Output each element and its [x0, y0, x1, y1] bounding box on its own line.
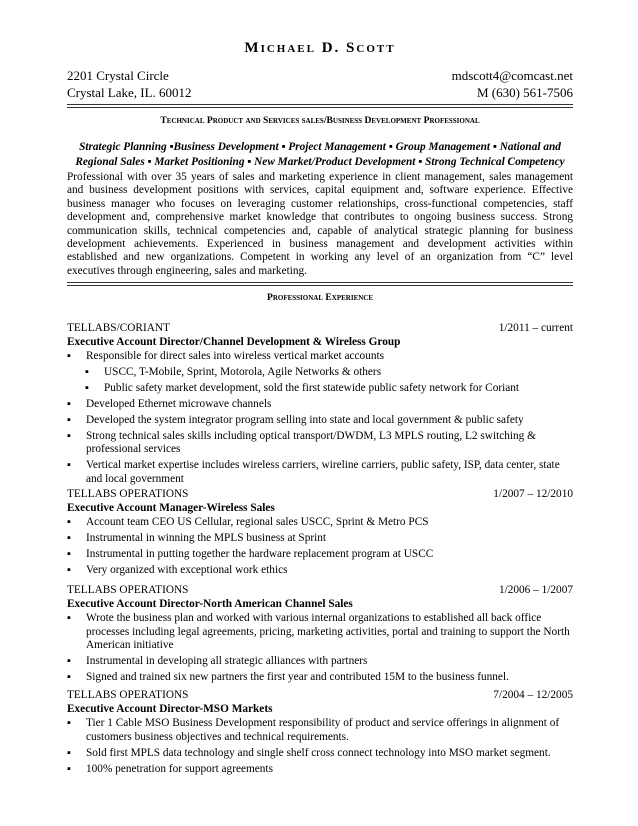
job-dates: 1/2007 – 12/2010 [493, 488, 573, 500]
job-bullet: ▪ Developed the system integrator program selling into state and local government & public safety [67, 414, 573, 427]
job-entry [67, 322, 573, 489]
job-bullet: ▪ Instrumental in developing all strategic alliances with partners [67, 655, 573, 668]
skill-item: Strategic Planning [79, 141, 167, 153]
job-sub-bullet: ▪ USCC, T-Mobile, Sprint, Motorola, Agile Networks & others [67, 366, 573, 379]
skills-list [67, 140, 573, 170]
job-bullet: ▪ Instrumental in winning the MPLS business at Sprint [67, 532, 573, 545]
job-bullet: ▪ Developed Ethernet microwave channels [67, 398, 573, 411]
job-bullet: ▪ Wrote the business plan and worked with various internal organizations to established all back office processes including legal agreements, pricing, marketing activities, portal and training to support the North American initiative [67, 612, 573, 652]
professional-summary: Professional with over 35 years of sales and marketing experience in client management, sales management and business development positions with services, capital equipment and, software experience. Effective business manager who focuses on leveraging customer relationships, cross-functional competencies, staff development and, comprehensive market knowledge that contributes to ongoing business success. Strong communication skills, technical competencies and, capable of analytical strategic planning for business development achievements. Experienced in business management and development activities within established and new organizations. Competent in working any level of an organization from “C” level executives through engineering, sales and marketing. [67, 171, 573, 277]
job-bullets [67, 516, 573, 577]
skill-item: Group Management [395, 141, 491, 153]
skill-item: Market Positioning [154, 156, 245, 168]
professional-headline: Technical Product and Services sales/Business Development Professional [160, 115, 480, 126]
skill-item: Project Management [288, 141, 386, 153]
bullet-separator: ▪ [281, 141, 286, 153]
job-dates: 1/2006 – 1/2007 [498, 584, 573, 596]
job-entry [67, 689, 573, 779]
job-company: TELLABS OPERATIONS [67, 488, 189, 500]
address [67, 67, 192, 101]
address-line-2: Crystal Lake, IL. 60012 [67, 85, 192, 100]
job-title: Executive Account Director/Channel Development & Wireless Group [67, 336, 401, 348]
resume-name: Michael D. Scott [244, 40, 396, 56]
divider [67, 285, 573, 286]
phone: M (630) 561-7506 [476, 85, 573, 100]
skill-item: Business Development [173, 141, 279, 153]
job-title: Executive Account Manager-Wireless Sales [67, 502, 275, 514]
job-entry [67, 584, 573, 687]
job-bullet: ▪ Strong technical sales skills including optical transport/DWDM, L3 MPLS routing, L2 switching & professional services [67, 430, 573, 457]
bullet-separator: ▪ [418, 156, 423, 168]
job-sub-bullet: ▪ Public safety market development, sold the first statewide public safety network for Coriant [67, 382, 573, 395]
bullet-separator: ▪ [388, 141, 393, 153]
bullet-separator: ▪ [247, 156, 252, 168]
skill-item: National and Regional Sales [75, 141, 561, 168]
job-bullet: ▪ Signed and trained six new partners the first year and contributed 15M to the business funnel. [67, 671, 573, 684]
bullet-separator: ▪ [169, 141, 174, 153]
job-bullet: ▪ 100% penetration for support agreements [67, 763, 573, 776]
section-title-experience: Professional Experience [266, 292, 374, 303]
skill-item: New Market/Product Development [254, 156, 416, 168]
job-bullet: ▪ Very organized with exceptional work ethics [67, 564, 573, 577]
job-dates: 7/2004 – 12/2005 [493, 689, 573, 701]
job-bullet: ▪ Instrumental in putting together the hardware replacement program at USCC [67, 548, 573, 561]
divider [67, 104, 573, 105]
contact-info [452, 67, 573, 101]
job-dates: 1/2011 – current [498, 322, 573, 334]
job-company: TELLABS OPERATIONS [67, 689, 189, 701]
address-line-1: 2201 Crystal Circle [67, 68, 169, 83]
job-bullets [67, 612, 573, 684]
divider [67, 282, 573, 283]
job-bullet: ▪ Account team CEO US Cellular, regional sales USCC, Sprint & Metro PCS [67, 516, 573, 529]
job-bullet: ▪ Tier 1 Cable MSO Business Development responsibility of product and service offerings in alignment of customers business objectives and technical requirements. [67, 717, 573, 744]
job-company: TELLABS OPERATIONS [67, 584, 189, 596]
job-title: Executive Account Director-North American Channel Sales [67, 598, 353, 610]
bullet-separator: ▪ [492, 141, 497, 153]
job-company: TELLABS/CORIANT [67, 322, 170, 334]
divider [67, 107, 573, 108]
job-entry [67, 488, 573, 580]
skill-item: Strong Technical Competency [425, 156, 565, 168]
bullet-separator: ▪ [147, 156, 152, 168]
job-title: Executive Account Director-MSO Markets [67, 703, 273, 715]
email: mdscott4@comcast.net [451, 68, 573, 83]
job-bullets [67, 350, 573, 486]
job-bullet: ▪ Vertical market expertise includes wireless carriers, wireline carriers, public safety, ISP, data center, state and local government [67, 459, 573, 486]
job-bullets [67, 717, 573, 776]
job-bullet: ▪ Responsible for direct sales into wireless vertical market accounts [67, 350, 573, 363]
job-bullet: ▪ Sold first MPLS data technology and single shelf cross connect technology into MSO market segment. [67, 747, 573, 760]
